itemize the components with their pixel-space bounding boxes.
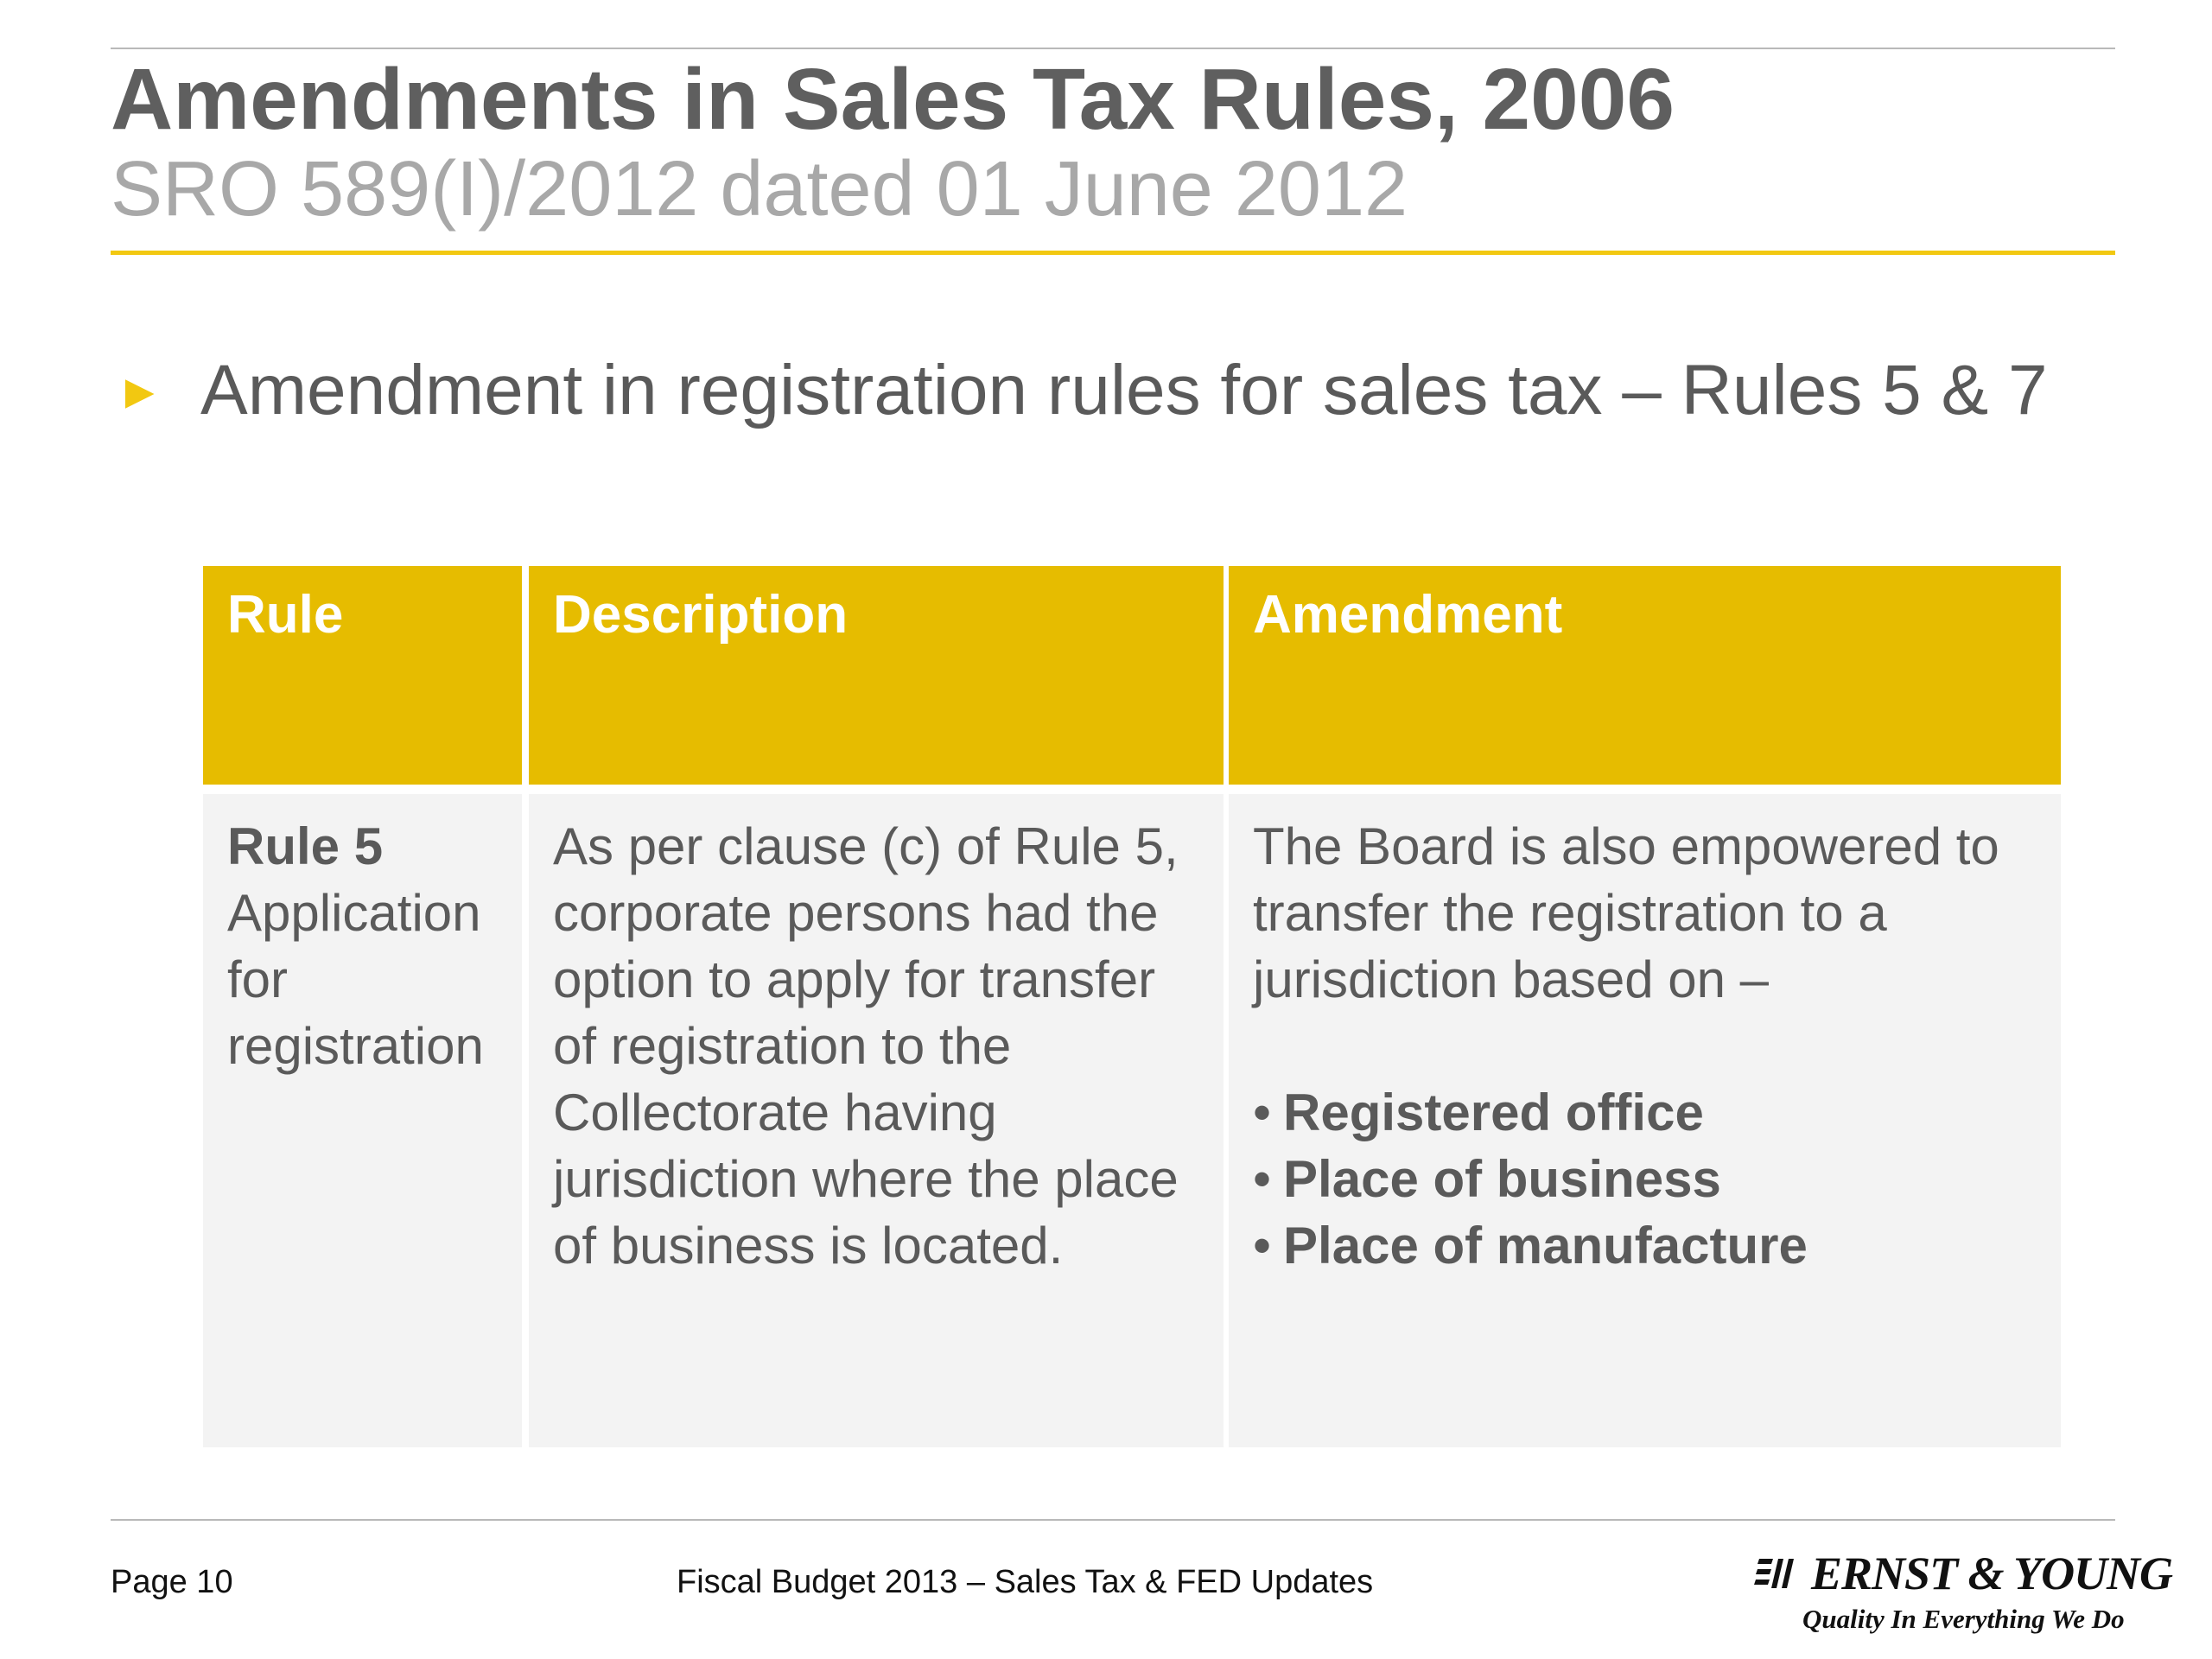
ey-mark-icon bbox=[1754, 1555, 1806, 1592]
list-item: • Registered office bbox=[1253, 1084, 1704, 1141]
logo-name: ERNST & YOUNG bbox=[1811, 1548, 2173, 1599]
ernst-young-logo bbox=[1754, 1547, 2173, 1642]
header-rule: Rule bbox=[203, 566, 522, 785]
slide-title: Amendments in Sales Tax Rules, 2006 bbox=[111, 51, 1675, 148]
header-amendment: Amendment bbox=[1229, 566, 2061, 785]
amendments-table bbox=[203, 566, 2061, 1447]
page-number: Page 10 bbox=[111, 1564, 233, 1600]
description-text: As per clause (c) of Rule 5, corporate persons had the option to apply for transfer of registration to the Collectorate having jurisdiction where the place of business is located. bbox=[553, 817, 1179, 1274]
bullet-text: Amendment in registration rules for sales tax – Rules 5 & 7 bbox=[200, 351, 2048, 429]
top-divider bbox=[111, 48, 2115, 49]
amendment-intro: The Board is also empowered to transfer the registration to a jurisdiction based on – bbox=[1253, 817, 1999, 1008]
list-item: • Place of business bbox=[1253, 1150, 1721, 1208]
rule-title: Rule 5 bbox=[227, 817, 384, 875]
cell-description bbox=[529, 794, 1224, 1447]
title-underline bbox=[111, 251, 2115, 255]
slide-subtitle: SRO 589(I)/2012 dated 01 June 2012 bbox=[111, 146, 1408, 232]
logo-tagline: Quality In Everything We Do bbox=[1802, 1604, 2125, 1634]
list-item: • Place of manufacture bbox=[1253, 1217, 1808, 1274]
cell-amendment bbox=[1229, 794, 2061, 1447]
header-description: Description bbox=[529, 566, 1224, 785]
footer-title: Fiscal Budget 2013 – Sales Tax & FED Updates bbox=[677, 1564, 1374, 1600]
cell-rule bbox=[203, 794, 522, 1447]
rule-description: Application for registration bbox=[227, 884, 484, 1075]
bullet-arrow-icon: ► bbox=[116, 364, 164, 418]
footer-divider bbox=[111, 1519, 2115, 1521]
amendment-list bbox=[1253, 1079, 2026, 1279]
